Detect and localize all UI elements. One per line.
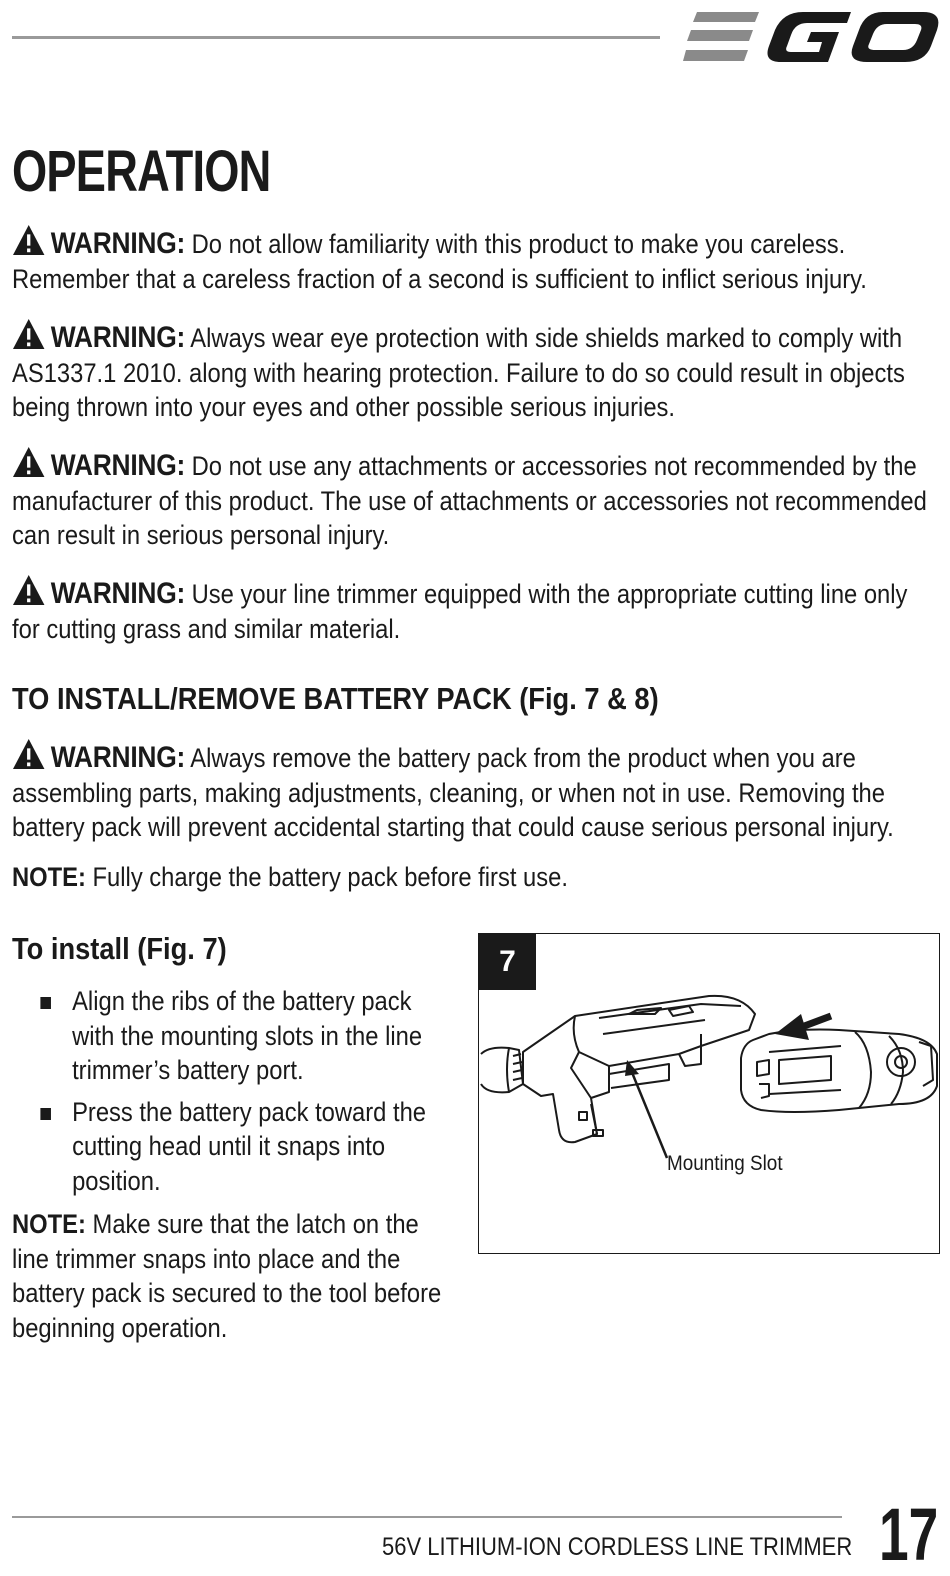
warning-triangle-icon (12, 738, 45, 770)
warning-text: Use your line trimmer equipped with the appropriate cutting line only for cutting grass and similar material. (12, 579, 908, 644)
ego-logo (683, 10, 941, 64)
note-text: Make sure that the latch on the line trimmer snaps into place and the battery pack is secured to the tool before beginning operation. (12, 1209, 442, 1343)
page-number: 17 (879, 1493, 939, 1576)
step-text: Align the ribs of the battery pack with the mounting slots in the line trimmer’s battery port. (72, 986, 423, 1085)
warning-text: Always remove the battery pack from the product when you are assembling parts, making adjustments, cleaning, or when not in use. Removing the battery pack will prevent accidental starting that could cause serious personal injury. (12, 743, 894, 842)
warning-text: Do not allow familiarity with this product to make you careless. Remember that a careless fraction of a second is sufficient to inflict serious injury. (12, 229, 867, 294)
warning-text: Do not use any attachments or accessories not recommended by the manufacturer of this product. The use of attachments or accessories not recommended can result in serious personal injury. (12, 451, 927, 550)
warning-paragraph (12, 574, 936, 646)
battery-install-illustration (479, 934, 939, 1252)
warning-text: Always wear eye protection with side shields marked to comply with AS1337.1 2010. along with hearing protection. Failure to do so could result in objects being thrown into your eyes and other possible serious injuries. (12, 323, 905, 422)
warning-paragraph (12, 224, 936, 296)
list-item (36, 984, 445, 1088)
footer-product-title: 56V LITHIUM-ION CORDLESS LINE TRIMMER (382, 1533, 853, 1561)
list-item (36, 1095, 445, 1199)
warning-paragraph (12, 318, 936, 425)
page-title: OPERATION (12, 139, 271, 204)
warning-triangle-icon (12, 224, 45, 256)
mounting-slot-callout: Mounting Slot (667, 1152, 783, 1175)
note-paragraph (12, 860, 936, 895)
warning-triangle-icon (12, 446, 45, 478)
install-steps (36, 984, 445, 1198)
footer-rule (12, 1516, 842, 1518)
warning-triangle-icon (12, 574, 45, 606)
step-text: Press the battery pack toward the cutting head until it snaps into position. (72, 1096, 427, 1196)
warning-paragraph (12, 738, 936, 845)
warning-paragraph (12, 446, 936, 553)
warning-label: WARNING: (50, 741, 186, 774)
install-heading: To install (Fig. 7) (12, 931, 227, 966)
section-heading: TO INSTALL/REMOVE BATTERY PACK (Fig. 7 & 8) (12, 681, 659, 716)
figure-number: 7 (479, 934, 536, 990)
header-rule (12, 36, 660, 39)
bullet-square-icon (40, 997, 51, 1009)
note-text: Fully charge the battery pack before first use. (92, 862, 568, 892)
bullet-square-icon (40, 1108, 51, 1120)
figure-7 (478, 933, 940, 1254)
warning-label: WARNING: (50, 449, 186, 482)
warning-label: WARNING: (50, 321, 186, 354)
warning-triangle-icon (12, 318, 45, 350)
warning-label: WARNING: (50, 577, 186, 610)
note-paragraph (12, 1207, 448, 1345)
warning-label: WARNING: (50, 227, 186, 260)
note-label: NOTE: (12, 862, 86, 892)
note-label: NOTE: (12, 1209, 86, 1239)
